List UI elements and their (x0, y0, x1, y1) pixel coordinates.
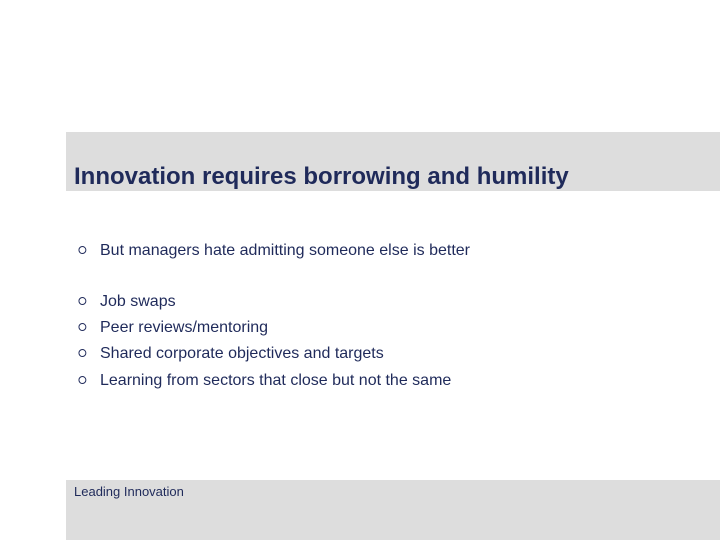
bullet-text: Job swaps (100, 293, 176, 310)
bullet-item (78, 291, 176, 313)
bullet-icon: ⭘ (78, 321, 87, 334)
intro-bullet-item (78, 240, 470, 262)
bullet-text: Peer reviews/mentoring (100, 319, 269, 336)
bullet-text: Shared corporate objectives and targets (100, 345, 384, 362)
bullet-text: But managers hate admitting someone else is better (100, 242, 470, 259)
bullet-icon: ⭘ (78, 244, 87, 257)
bullet-item (78, 343, 384, 365)
bullet-icon: ⭘ (78, 347, 87, 360)
slide-title: Innovation requires borrowing and humility (74, 163, 569, 190)
footer-label: Leading Innovation (74, 484, 184, 499)
bullet-item (78, 317, 268, 339)
bullet-icon: ⭘ (78, 374, 87, 387)
bullet-item (78, 370, 451, 392)
bullet-icon: ⭘ (78, 295, 87, 308)
bullet-text: Learning from sectors that close but not the same (100, 372, 452, 389)
